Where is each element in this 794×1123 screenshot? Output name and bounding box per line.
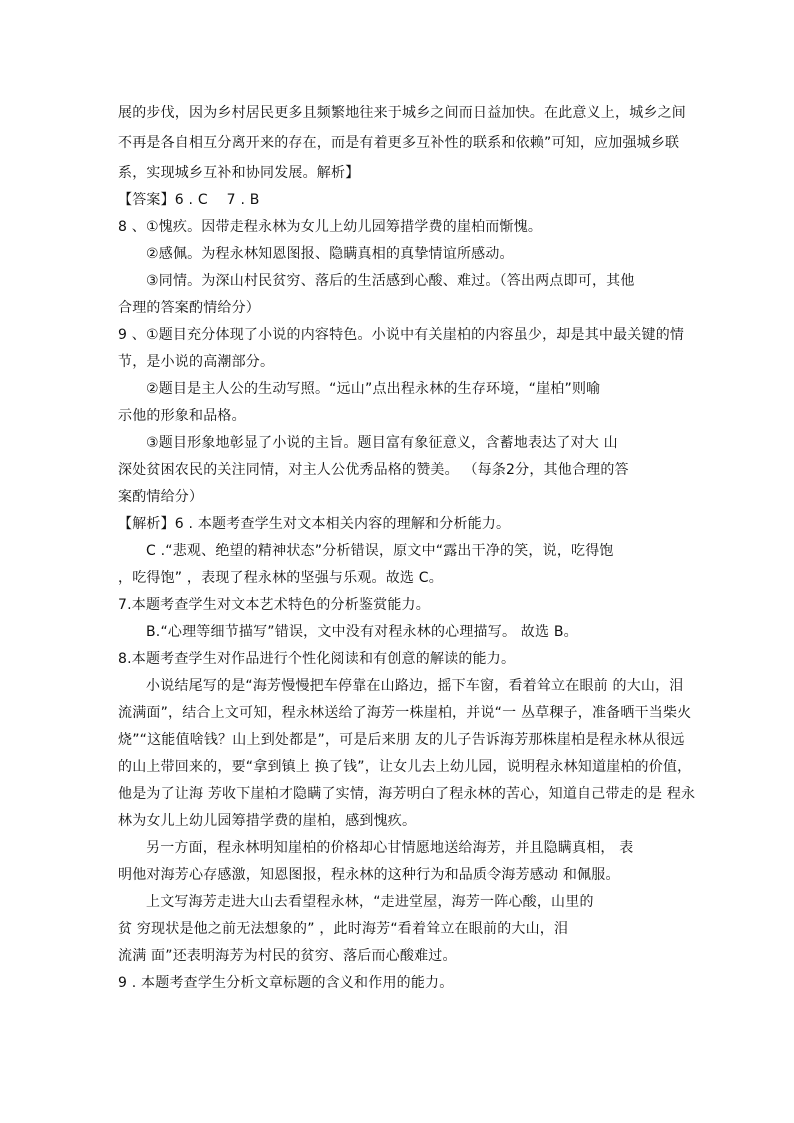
text-line: 贫 穷现状是他之前无法想象的” ，此时海芳“看着耸立在眼前的大山，泪 bbox=[118, 921, 569, 937]
text-line: 示他的形象和品格。 bbox=[118, 408, 246, 424]
answer-heading: 【答案】6 . C 7 . B bbox=[118, 192, 260, 208]
answer-9-point: ③题目形象地彰显了小说的主旨。题目富有象征意义，含蓄地表达了对大 山 bbox=[146, 435, 618, 451]
text-line: 明他对海芳心存感激，知恩图报，程永林的这种行为和品质令海芳感动 和佩服。 bbox=[118, 867, 620, 883]
answer-9-point: ②题目是主人公的生动写照。“远山”点出程永林的生存环境，“崖柏”则喻 bbox=[146, 381, 601, 397]
answer-8-point: ③同情。为深山村民贫穷、落后的生活感到心酸、难过。（答出两点即可，其他 bbox=[146, 273, 635, 289]
text-line: 不再是各自相互分离开来的存在，而是有着更多互补性的联系和依赖”可知，应加强城乡联 bbox=[118, 135, 680, 151]
text-line: 流满 面”还表明海芳为村民的贫穷、落后而心酸难过。 bbox=[118, 948, 457, 964]
text-line: 深处贫困农民的关注同情，对主人公优秀品格的赞美。 （每条2分，其他合理的答 bbox=[118, 462, 629, 478]
analysis-heading: 【解析】6 . 本题考查学生对文本相关内容的理解和分析能力。 bbox=[118, 516, 511, 532]
text-line: 他是为了让海 芳收下崖柏才隐瞒了实情，海芳明白了程永林的苦心，知道自己带走的是 程永 bbox=[118, 786, 696, 802]
text-line: 展的步伐，因为乡村居民更多且频繁地往来于城乡之间而日益加快。在此意义上，城乡之间 bbox=[118, 105, 686, 121]
text-line: 小说结尾写的是“海芳慢慢把车停靠在山路边，摇下车窗，看着耸立在眼前 的大山，泪 bbox=[146, 678, 684, 694]
text-line: 另一方面，程永林明知崖柏的价格却心甘情愿地送给海芳，并且隐瞒真相， 表 bbox=[146, 840, 634, 856]
answer-8-line: 8 、①愧疚。因带走程永林为女儿上幼儿园筹措学费的崖柏而惭愧。 bbox=[118, 219, 543, 235]
analysis-7-detail: B.“心理等细节描写”错误，文中没有对程永林的心理描写。 故选 B。 bbox=[146, 624, 578, 640]
text-line: 案酌情给分） bbox=[118, 489, 204, 505]
text-line: 上文写海芳走进大山去看望程永林，“走进堂屋，海芳一阵心酸，山里的 bbox=[146, 894, 594, 910]
analysis-6-detail: C .“悲观、绝望的精神状态”分析错误，原文中“露出干净的笑，说，吃得饱 bbox=[146, 543, 614, 559]
analysis-9-line: 9 . 本题考查学生分析文章标题的含义和作用的能力。 bbox=[118, 975, 454, 991]
text-line: ，吃得饱” ，表现了程永林的坚强与乐观。故选 C。 bbox=[118, 570, 443, 586]
text-line: 系，实现城乡互补和协同发展。解析】 bbox=[118, 165, 360, 181]
text-line: 林为女儿上幼儿园筹措学费的崖柏，感到愧疚。 bbox=[118, 813, 417, 829]
analysis-7-line: 7.本题考查学生对文本艺术特色的分析鉴赏能力。 bbox=[118, 597, 430, 613]
text-line: 的山上带回来的，要“拿到镇上 换了钱”，让女儿去上幼儿园，说明程永林知道崖柏的价值， bbox=[118, 759, 692, 775]
text-line: 流满面”，结合上文可知，程永林送给了海芳一株崖柏，并说“一 丛草稞子，准备晒干当柴火 bbox=[118, 705, 692, 721]
answer-9-line: 9 、①题目充分体现了小说的内容特色。小说中有关崖柏的内容虽少，却是其中最关键的情 bbox=[118, 327, 685, 343]
answer-8-point: ②感佩。为程永林知恩图报、隐瞒真相的真挚情谊所感动。 bbox=[146, 246, 514, 262]
analysis-8-line: 8.本题考查学生对作品进行个性化阅读和有创意的解读的能力。 bbox=[118, 651, 516, 667]
text-line: 烧”“这能值啥钱？山上到处都是”，可是后来朋 友的儿子告诉海芳那株崖柏是程永林从很远 bbox=[118, 732, 685, 748]
text-line: 节，是小说的高潮部分。 bbox=[118, 354, 275, 370]
text-line: 合理的答案酌情给分） bbox=[118, 300, 260, 316]
